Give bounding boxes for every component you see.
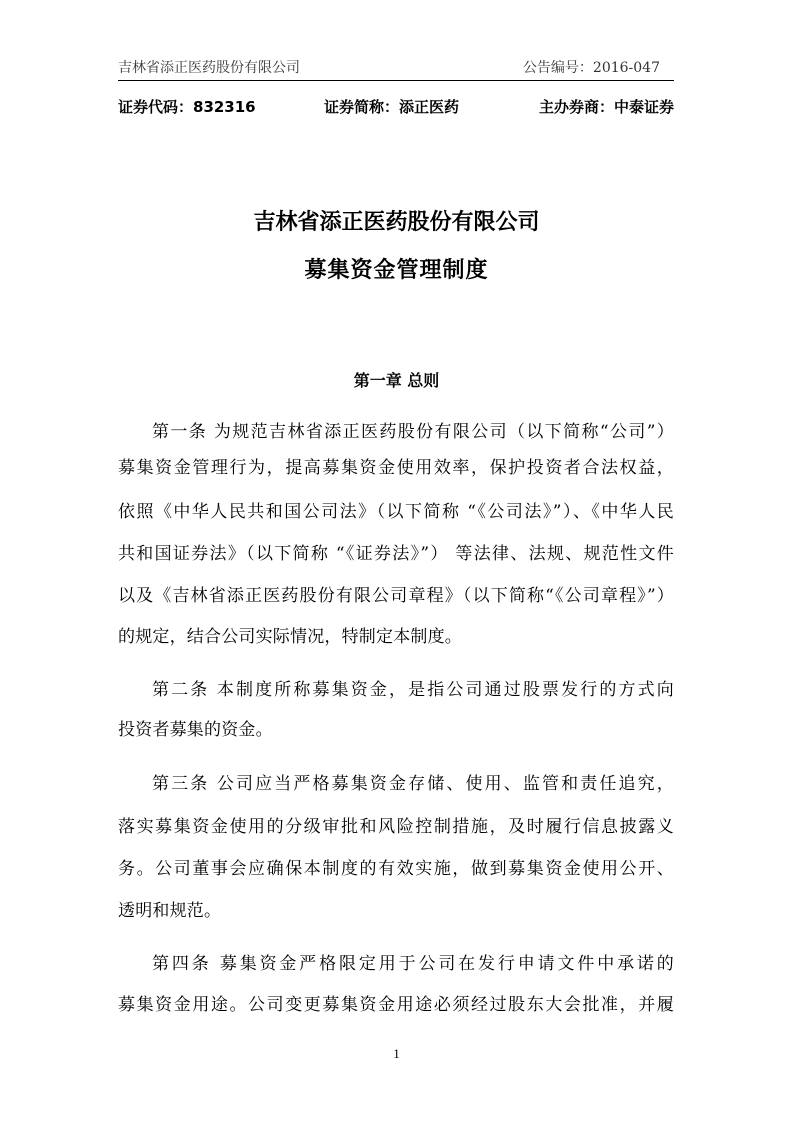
article-3-line-2: 落实募集资金使用的分级审批和风险控制措施，及时履行信息披露义 xyxy=(118,817,674,837)
securities-code: 证券代码：832316 xyxy=(118,98,256,116)
article-1-line-1: 第一条 为规范吉林省添正医药股份有限公司（以下简称“公司”） xyxy=(152,422,674,442)
article-3-line-4: 透明和规范。 xyxy=(118,901,222,921)
chapter-heading: 第一章 总则 xyxy=(353,371,440,390)
page-number: 1 xyxy=(393,1046,400,1061)
header-company: 吉林省添正医药股份有限公司 xyxy=(118,60,300,76)
doc-title-name: 募集资金管理制度 xyxy=(304,258,489,283)
article-3-line-1: 第三条 公司应当严格募集资金存储、使用、监管和责任追究， xyxy=(152,774,674,794)
header-announcement-no: 公告编号：2016-047 xyxy=(522,60,660,76)
article-2-line-1: 第二条 本制度所称募集资金，是指公司通过股票发行的方式向 xyxy=(152,680,674,700)
article-1-line-2: 募集资金管理行为，提高募集资金使用效率，保护投资者合法权益， xyxy=(118,458,674,478)
article-1-line-3: 依照《中华人民共和国公司法》（以下简称 “《公司法》”）、《中华人民 xyxy=(118,502,674,522)
running-header xyxy=(118,58,674,81)
article-3-line-3: 务。公司董事会应确保本制度的有效实施，做到募集资金使用公开、 xyxy=(118,859,674,879)
article-4-line-1: 第四条 募集资金严格限定用于公司在发行申请文件中承诺的 xyxy=(152,954,674,974)
article-1-line-6: 的规定，结合公司实际情况，特制定本制度。 xyxy=(118,627,462,647)
doc-title-company: 吉林省添正医药股份有限公司 xyxy=(253,210,540,235)
article-2-line-2: 投资者募集的资金。 xyxy=(118,720,273,740)
securities-short-name: 证券简称：添正医药 xyxy=(324,98,460,116)
securities-info xyxy=(118,96,674,118)
article-4-line-2: 募集资金用途。公司变更募集资金用途必须经过股东大会批准，并履 xyxy=(118,995,674,1015)
sponsor-broker: 主办券商：中泰证券 xyxy=(538,98,674,116)
article-1-line-5: 以及《吉林省添正医药股份有限公司章程》（以下简称“《公司章程》”） xyxy=(118,586,674,606)
article-1-line-4: 共和国证券法》（以下简称 “《证券法》”） 等法律、法规、规范性文件 xyxy=(118,544,674,564)
